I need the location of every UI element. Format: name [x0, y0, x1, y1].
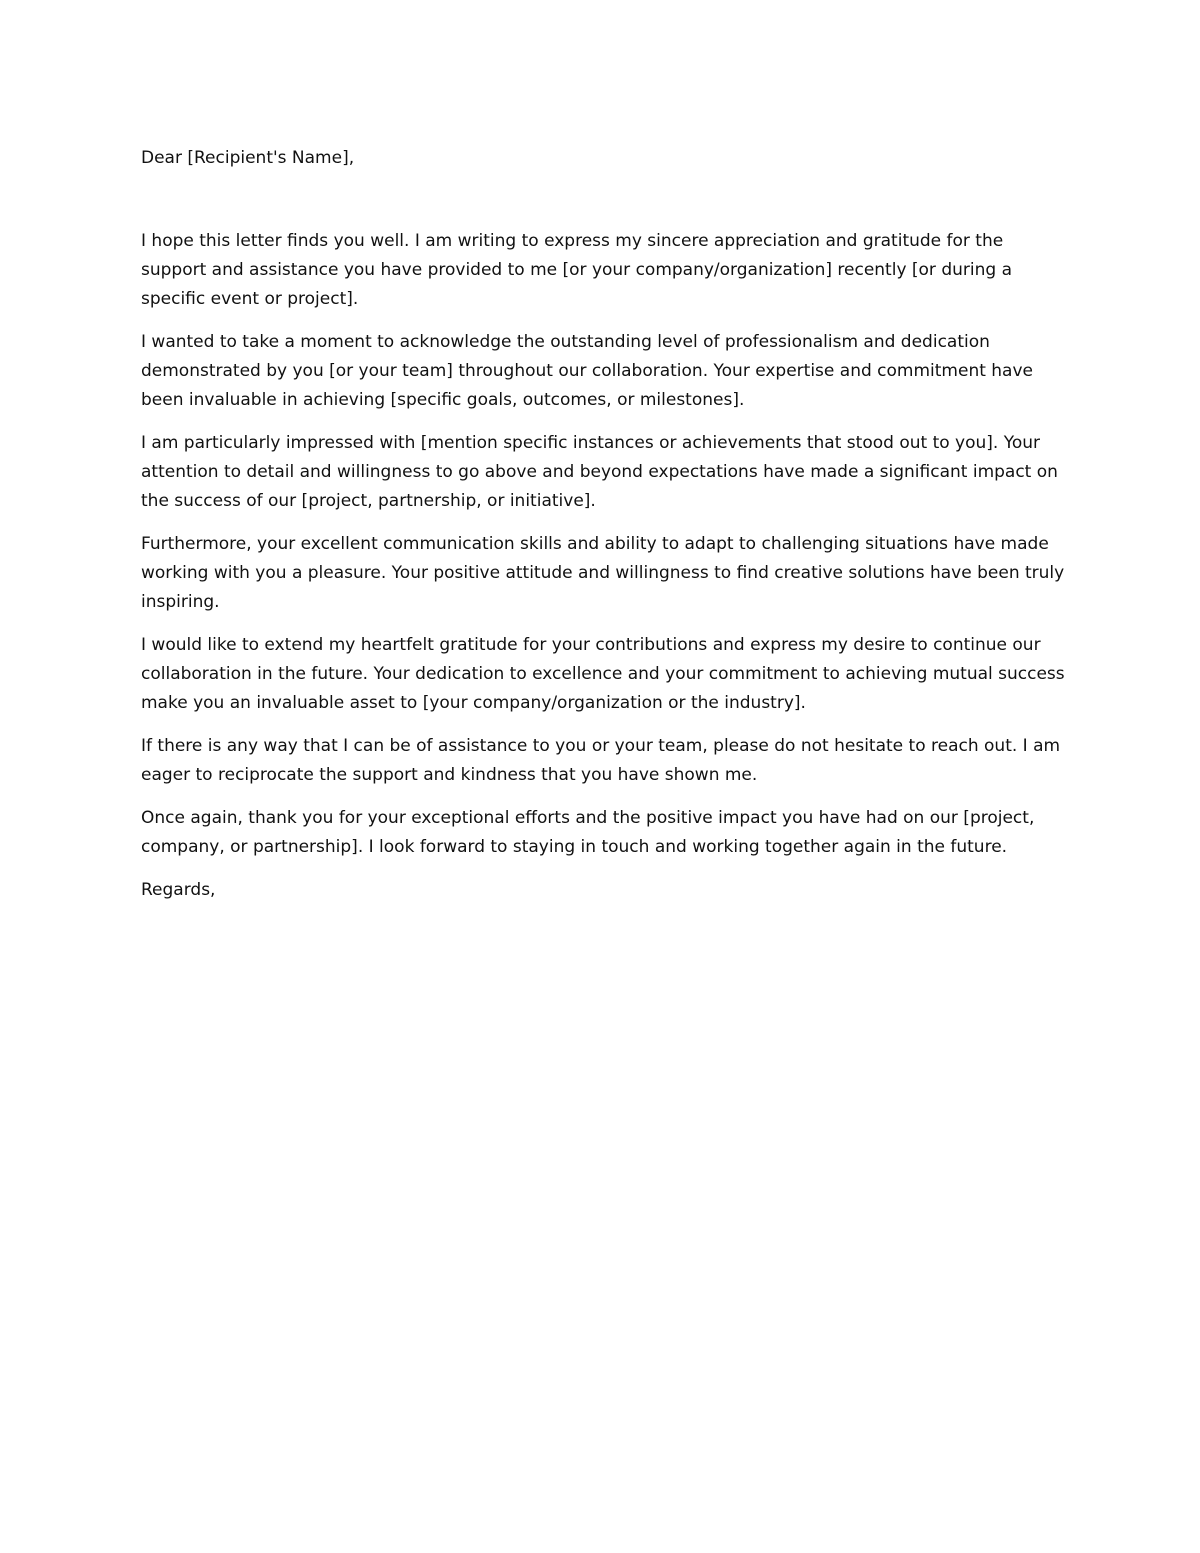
- paragraph-intro: I hope this letter finds you well. I am writing to express my sincere appreciation and gratitude for the support and assistance you have provided to me [or your company/organization] recently [or during a specific event or project].: [141, 231, 1012, 309]
- paragraph-assistance: If there is any way that I can be of assistance to you or your team, please do not hesitate to reach out. I am eager to reciprocate the support and kindness that you have shown me.: [141, 736, 1061, 785]
- paragraph-thanks: Once again, thank you for your exceptional efforts and the positive impact you have had on our [project, company, or partnership]. I look forward to staying in touch and working together again in the future.: [141, 808, 1035, 857]
- paragraph-impressed: I am particularly impressed with [mention specific instances or achievements that stood out to you]. Your attention to detail and willingness to go above and beyond expectations have made a significant impact on the success of our [project, partnership, or initiative].: [141, 433, 1058, 511]
- letter-body: [141, 144, 1066, 905]
- paragraph-acknowledgement: I wanted to take a moment to acknowledge the outstanding level of professionalism and dedication demonstrated by you [or your team] throughout our collaboration. Your expertise and commitment have been invaluable in achieving [specific goals, outcomes, or milestones].: [141, 332, 1033, 410]
- salutation: Dear [Recipient's Name],: [141, 148, 355, 168]
- paragraph-communication: Furthermore, your excellent communication skills and ability to adapt to challenging situations have made working with you a pleasure. Your positive attitude and willingness to find creative solutions have been truly inspiring.: [141, 534, 1065, 612]
- paragraph-gratitude: I would like to extend my heartfelt gratitude for your contributions and express my desire to continue our collaboration in the future. Your dedication to excellence and your commitment to achieving mutual success make you an invaluable asset to [your company/organization or the industry].: [141, 635, 1065, 713]
- closing: Regards,: [141, 880, 216, 900]
